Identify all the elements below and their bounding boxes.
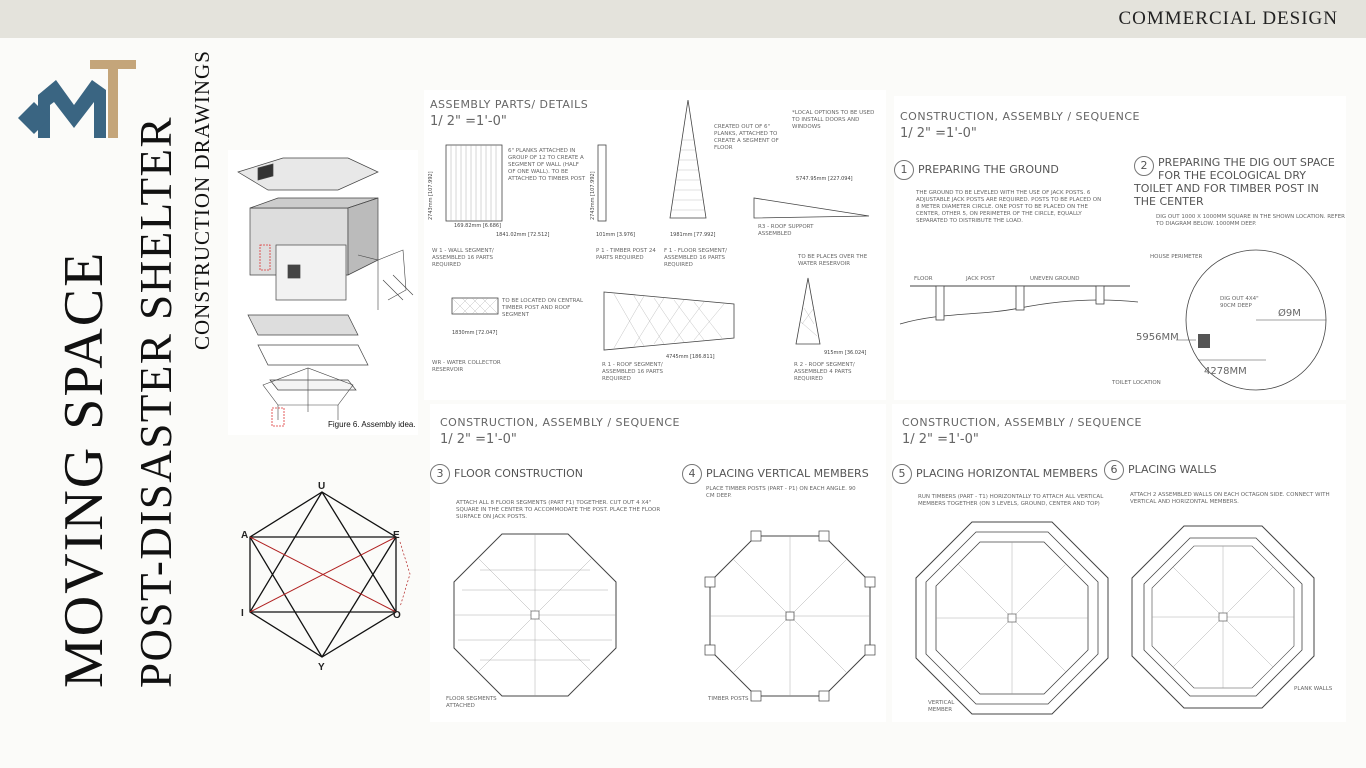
- step-1-label-ground: UNEVEN GROUND: [1030, 276, 1080, 282]
- floor-note: CREATED OUT OF 6" PLANKS, ATTACHED TO CREATE A SEGMENT OF FLOOR: [714, 124, 779, 151]
- reservoir-label: WR - WATER COLLECTOR RESERVOIR: [432, 360, 501, 373]
- post-dim-height: 2743mm [107.992]: [590, 171, 596, 220]
- step-5-title: [892, 464, 1098, 484]
- post-label: P 1 - TIMBER POST 24 PARTS REQUIRED: [596, 248, 656, 261]
- step-4-label: PLACING VERTICAL MEMBERS: [706, 467, 869, 480]
- exploded-assembly-drawing: [228, 150, 418, 435]
- step-3-title: [430, 464, 583, 484]
- step-4-label: TIMBER POSTS: [708, 696, 749, 702]
- hex-label-e: E: [393, 530, 400, 541]
- floor-plan-drawing: [450, 530, 620, 700]
- floor-dim-width: 1981mm [77.992]: [670, 232, 716, 238]
- step-1-text: THE GROUND TO BE LEVELED WITH THE USE OF JACK POSTS. 6 ADJUSTABLE JACK POSTS ARE REQUIRED. POSTS TO BE PLACED ON 8 METER DIAMETER CIRCLE. ONE POST TO BE PLACED ON THE CENTER, OTHER 5, ON PERIMETER OF THE CIRCLE, EQUALLY SEPARATED TO DISTRIBUTE THE LOAD.: [916, 190, 1102, 224]
- step-1-label-jack-post: JACK POST: [966, 276, 995, 282]
- roof-segment-1-drawing: [604, 290, 744, 354]
- main-title: MOVING SPACE: [53, 250, 115, 688]
- step-1-label: PREPARING THE GROUND: [918, 163, 1059, 176]
- site-plan-drawing: [1176, 244, 1336, 394]
- step-2-text: DIG OUT 1000 X 1000MM SQUARE IN THE SHOWN LOCATION. REFER TO DIAGRAM BELOW. 1000MM DEEP.: [1156, 214, 1345, 227]
- reservoir-drawing: [452, 298, 502, 318]
- step-2-label-toilet: TOILET LOCATION: [1112, 380, 1161, 386]
- timber-post-drawing: [598, 145, 610, 225]
- step-4-number: 4: [682, 464, 702, 484]
- step-4-text: PLACE TIMBER POSTS (PART - P1) ON EACH ANGLE. 90 CM DEEP.: [706, 486, 856, 499]
- wall-note: 6" PLANKS ATTACHED IN GROUP OF 12 TO CREATE A SEGMENT OF WALL (HALF OF ONE WALL). TO BE ATTACHED TO TIMBER POST: [508, 148, 586, 182]
- step-3-text: ATTACH ALL 8 FLOOR SEGMENTS (PART F1) TOGETHER. CUT OUT 4 X4" SQUARE IN THE CENTER TO ACCOMMODATE THE POST. PLACE THE FLOOR SURFACE ON JACK POSTS.: [456, 500, 661, 520]
- roof-support-label: R3 - ROOF SUPPORT ASSEMBLED: [758, 224, 814, 237]
- step-2-label-diameter: Ø9M: [1278, 308, 1301, 319]
- roof2-label: R 2 - ROOF SEGMENT/ ASSEMBLED 4 PARTS REQUIRED: [794, 362, 855, 382]
- ground-section-drawing: [900, 272, 1140, 332]
- hex-label-y: Y: [318, 662, 325, 673]
- subtitle: POST-DISASTER SHELTER: [131, 115, 181, 688]
- assembly-parts-panel: [424, 90, 886, 400]
- parts-scale: 1/ 2" =1'-0": [430, 114, 507, 129]
- wall-label: W 1 - WALL SEGMENT/ ASSEMBLED 16 PARTS REQUIRED: [432, 248, 494, 268]
- header-title: COMMERCIAL DESIGN: [1118, 8, 1338, 29]
- sequence-panel-c: [892, 404, 1346, 722]
- step-5-label: PLACING HORIZONTAL MEMBERS: [916, 467, 1098, 480]
- hex-label-u: U: [318, 481, 326, 492]
- sequence-a-scale: 1/ 2" =1'-0": [900, 126, 977, 141]
- step-1-label-floor: FLOOR: [914, 276, 933, 282]
- figure-caption: Figure 6. Assembly idea.: [328, 420, 416, 429]
- hex-label-o: O: [393, 610, 401, 621]
- step-2-label-perimeter: HOUSE PERIMETER: [1150, 254, 1203, 260]
- assembly-idea-panel: [228, 150, 418, 435]
- hexagon-diagram: [238, 482, 408, 672]
- logo: [18, 60, 138, 142]
- local-options-note: *LOCAL OPTIONS TO BE USED TO INSTALL DOORS AND WINDOWS: [792, 110, 875, 130]
- sequence-c-title: CONSTRUCTION, ASSEMBLY / SEQUENCE: [902, 416, 1143, 429]
- step-5-label: VERTICAL MEMBER: [928, 700, 955, 713]
- reservoir-dim-width: 1830mm [72.047]: [452, 330, 498, 336]
- sequence-panel-a: [894, 96, 1346, 400]
- roof-support-dim: 5747.95mm [227.094]: [796, 176, 853, 182]
- step-3-label: FLOOR CONSTRUCTION: [454, 467, 584, 480]
- roof1-label: R 1 - ROOF SEGMENT/ ASSEMBLED 16 PARTS REQUIRED: [602, 362, 664, 382]
- step-6-label: PLACING WALLS: [1128, 463, 1217, 476]
- step-6-label: PLANK WALLS: [1294, 686, 1333, 692]
- wall-dim-plank: 169.82mm [6.686]: [454, 223, 502, 229]
- parts-title: ASSEMBLY PARTS/ DETAILS: [430, 98, 589, 111]
- sequence-a-title: CONSTRUCTION, ASSEMBLY / SEQUENCE: [900, 110, 1141, 123]
- roof2-note: TO BE PLACES OVER THE WATER RESERVOIR: [798, 254, 868, 267]
- step-4-title: [682, 464, 869, 484]
- step-2-label: PREPARING THE DIG OUT SPACE FOR THE ECOLOGICAL DRY TOILET AND FOR TIMBER POST IN THE CENTER: [1134, 156, 1335, 208]
- wall-segment-drawing: [446, 145, 506, 225]
- section-title: CONSTRUCTION DRAWINGS: [190, 50, 214, 350]
- step-6-number: 6: [1104, 460, 1124, 480]
- roof1-dim-length: 4745mm [186.811]: [666, 354, 715, 360]
- floor-segment-drawing: [668, 100, 708, 220]
- sequence-b-title: CONSTRUCTION, ASSEMBLY / SEQUENCE: [440, 416, 681, 429]
- sequence-b-scale: 1/ 2" =1'-0": [440, 432, 517, 447]
- step-5-number: 5: [892, 464, 912, 484]
- step-2-label-digout: DIG OUT 4X4" 90CM DEEP: [1220, 296, 1259, 309]
- step-2-number: 2: [1134, 156, 1154, 176]
- step-2-label-dim1: 5956MM: [1136, 332, 1179, 343]
- step-3-number: 3: [430, 464, 450, 484]
- roof2-dim-width: 915mm [36.024]: [824, 350, 867, 356]
- hex-label-a: A: [241, 530, 249, 541]
- step-6-title: [1104, 460, 1217, 480]
- header-bar: [0, 0, 1366, 38]
- walls-drawing: [1128, 522, 1318, 712]
- step-1-title: [894, 160, 1059, 180]
- wall-dim-height: 2743mm [107.992]: [428, 171, 434, 220]
- wall-dim-width: 1841.02mm [72.512]: [496, 232, 550, 238]
- horizontal-members-drawing: [912, 518, 1112, 718]
- hex-label-i: I: [241, 608, 244, 619]
- step-2-label-dim2: 4278MM: [1204, 366, 1247, 377]
- step-2-title: [1134, 156, 1344, 208]
- step-1-number: 1: [894, 160, 914, 180]
- step-6-text: ATTACH 2 ASSEMBLED WALLS ON EACH OCTAGON SIDE. CONNECT WITH VERTICAL AND HORIZONTAL MEMBERS.: [1130, 492, 1330, 505]
- reservoir-note: TO BE LOCATED ON CENTRAL TIMBER POST AND ROOF SEGMENT: [502, 298, 584, 318]
- sequence-c-scale: 1/ 2" =1'-0": [902, 432, 979, 447]
- vertical-members-drawing: [702, 528, 878, 704]
- step-3-label: FLOOR SEGMENTS ATTACHED: [446, 696, 497, 709]
- post-dim-width: 101mm [3.976]: [596, 232, 636, 238]
- step-5-text: RUN TIMBERS (PART - T1) HORIZONTALLY TO ATTACH ALL VERTICAL MEMBERS TOGETHER (ON 3 LEVELS, GROUND, CENTER AND TOP): [918, 494, 1104, 507]
- floor-label: F 1 - FLOOR SEGMENT/ ASSEMBLED 16 PARTS REQUIRED: [664, 248, 727, 268]
- sequence-panel-b: [430, 404, 886, 722]
- roof-support-drawing: [754, 190, 874, 220]
- roof-segment-2-drawing: [796, 278, 836, 348]
